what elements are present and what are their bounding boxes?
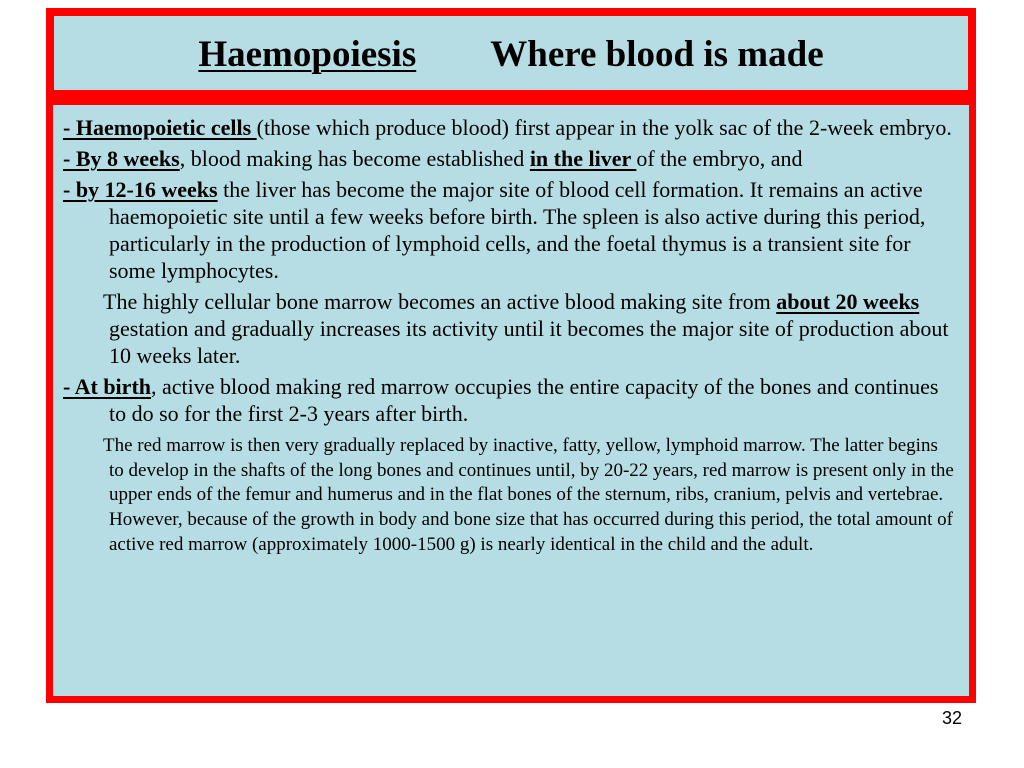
in-the-liver-emphasis: in the liver xyxy=(529,146,637,171)
slide-title xyxy=(198,33,823,76)
title-box xyxy=(46,8,976,98)
liver-text-a: , blood making has become established xyxy=(179,146,530,171)
at-birth-heading: - At birth xyxy=(63,374,151,399)
page-number: 32 xyxy=(941,708,962,728)
by-8-weeks-heading: - By 8 weeks xyxy=(63,146,180,171)
bone-marrow-text-b: gestation and gradually increases its activity until it becomes the major site of production about 10 weeks later. xyxy=(109,316,949,368)
haemopoietic-cells-heading: - Haemopoietic cells xyxy=(63,115,257,140)
title-subtitle: Where blood is made xyxy=(490,33,824,75)
paragraph-red-marrow xyxy=(63,434,955,558)
by-12-16-weeks-heading: - by 12-16 weeks xyxy=(63,177,218,202)
paragraph-8-weeks xyxy=(63,145,955,172)
content-box xyxy=(46,98,976,703)
paragraph-12-16-weeks xyxy=(63,176,955,284)
bone-marrow-text-a: The highly cellular bone marrow becomes an active blood making site from xyxy=(103,289,777,314)
yolk-sac-text: (those which produce blood) first appear in the yolk sac of the 2-week embryo. xyxy=(256,115,952,140)
red-marrow-text: The red marrow is then very gradually replaced by inactive, fatty, yellow, lymphoid marrow. The latter begins to develop in the shafts of the long bones and continues until, by 20-22 years, red marrow is present only in the upper ends of the femur and humerus and in the flat bones of the sternum, ribs, cranium, pelvis and vertebrae. However, because of the growth in body and bone size that has occurred during this period, the total amount of active red marrow (approximately 1000-1500 g) is nearly identical in the child and the adult. xyxy=(103,435,954,555)
paragraph-bone-marrow xyxy=(63,288,955,369)
liver-major-site-text: the liver has become the major site of blood cell formation. It remains an active haemopoietic site until a few weeks before birth. The spleen is also active during this period, particularly in the production of lymphoid cells, and the foetal thymus is a transient site for some lymphocytes. xyxy=(109,177,926,283)
at-birth-text: , active blood making red marrow occupies the entire capacity of the bones and continues to do so for the first 2-3 years after birth. xyxy=(109,374,939,426)
title-term: Haemopoiesis xyxy=(198,33,417,75)
liver-text-b: of the embryo, and xyxy=(636,146,803,171)
paragraph-at-birth xyxy=(63,373,955,427)
about-20-weeks-emphasis: about 20 weeks xyxy=(776,289,920,314)
paragraph-yolk-sac xyxy=(63,114,955,141)
